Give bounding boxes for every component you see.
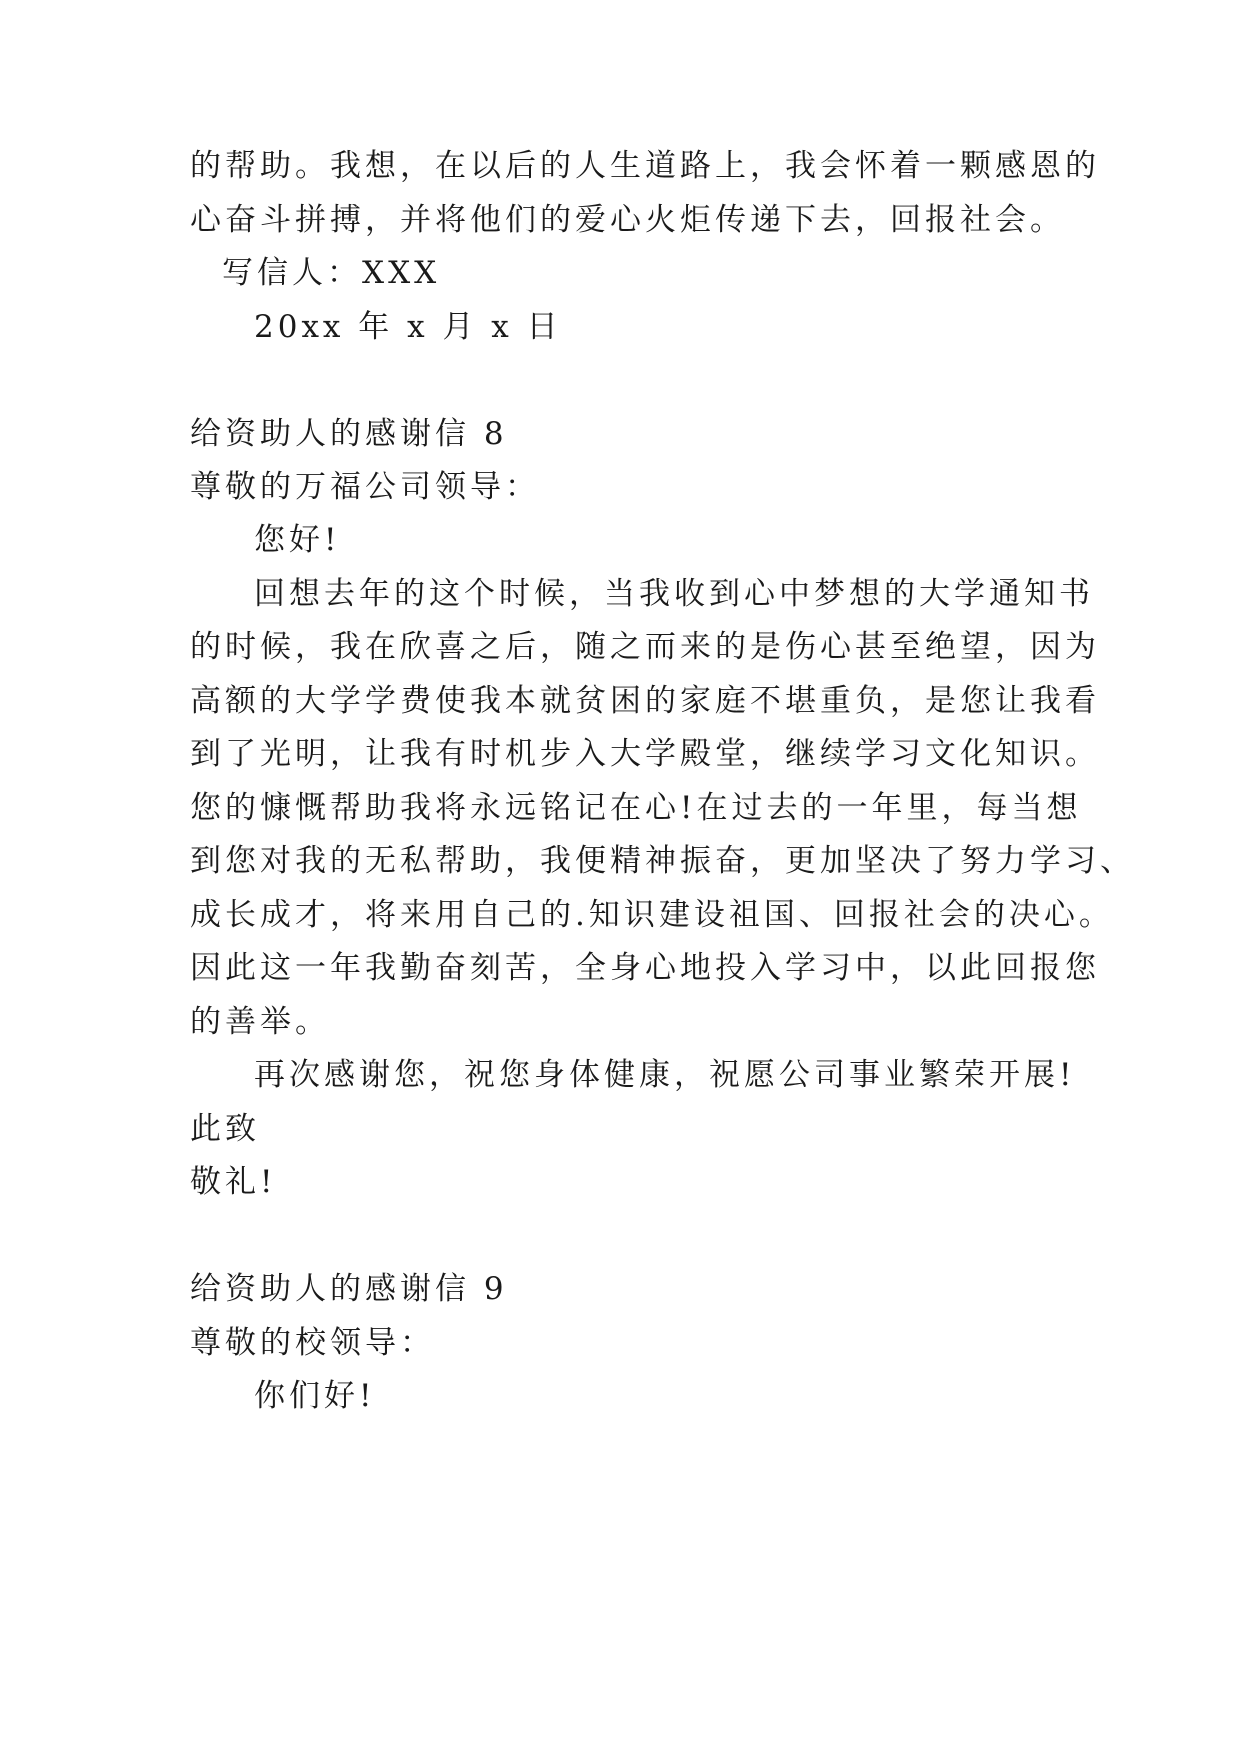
salutation: 尊敬的校领导： xyxy=(190,1325,435,1361)
signer-line: 写信人：XXX xyxy=(222,255,441,291)
body-line: 成长成才，将来用自己的.知识建设祖国、回报社会的决心。 xyxy=(190,897,1114,933)
letter-title: 给资助人的感谢信 9 xyxy=(190,1271,508,1307)
body-line: 的帮助。我想，在以后的人生道路上，我会怀着一颗感恩的 xyxy=(190,148,1100,184)
letter-title: 给资助人的感谢信 8 xyxy=(190,416,508,452)
body-line: 因此这一年我勤奋刻苦，全身心地投入学习中，以此回报您 xyxy=(190,950,1100,986)
body-line: 您的慷慨帮助我将永远铭记在心!在过去的一年里，每当想 xyxy=(190,790,1082,826)
body-line: 心奋斗拼搏，并将他们的爱心火炬传递下去，回报社会。 xyxy=(190,202,1065,238)
salutation: 尊敬的万福公司领导： xyxy=(190,469,540,505)
body-line: 到您对我的无私帮助，我便精神振奋，更加坚决了努力学习、 xyxy=(190,843,1135,879)
closing-line: 敬礼! xyxy=(190,1164,277,1200)
thanks-line: 再次感谢您，祝您身体健康，祝愿公司事业繁荣开展! xyxy=(254,1057,1076,1093)
closing-line: 此致 xyxy=(190,1111,260,1147)
greeting: 您好! xyxy=(254,522,341,558)
body-line: 到了光明，让我有时机步入大学殿堂，继续学习文化知识。 xyxy=(190,736,1100,772)
body-line: 的善举。 xyxy=(190,1004,330,1040)
body-line: 回想去年的这个时候，当我收到心中梦想的大学通知书 xyxy=(254,576,1094,612)
greeting: 你们好! xyxy=(254,1378,376,1414)
date-line: 20xx 年 x 月 x 日 xyxy=(254,309,562,345)
body-line: 高额的大学学费使我本就贫困的家庭不堪重负，是您让我看 xyxy=(190,683,1100,719)
body-line: 的时候，我在欣喜之后，随之而来的是伤心甚至绝望，因为 xyxy=(190,629,1100,665)
